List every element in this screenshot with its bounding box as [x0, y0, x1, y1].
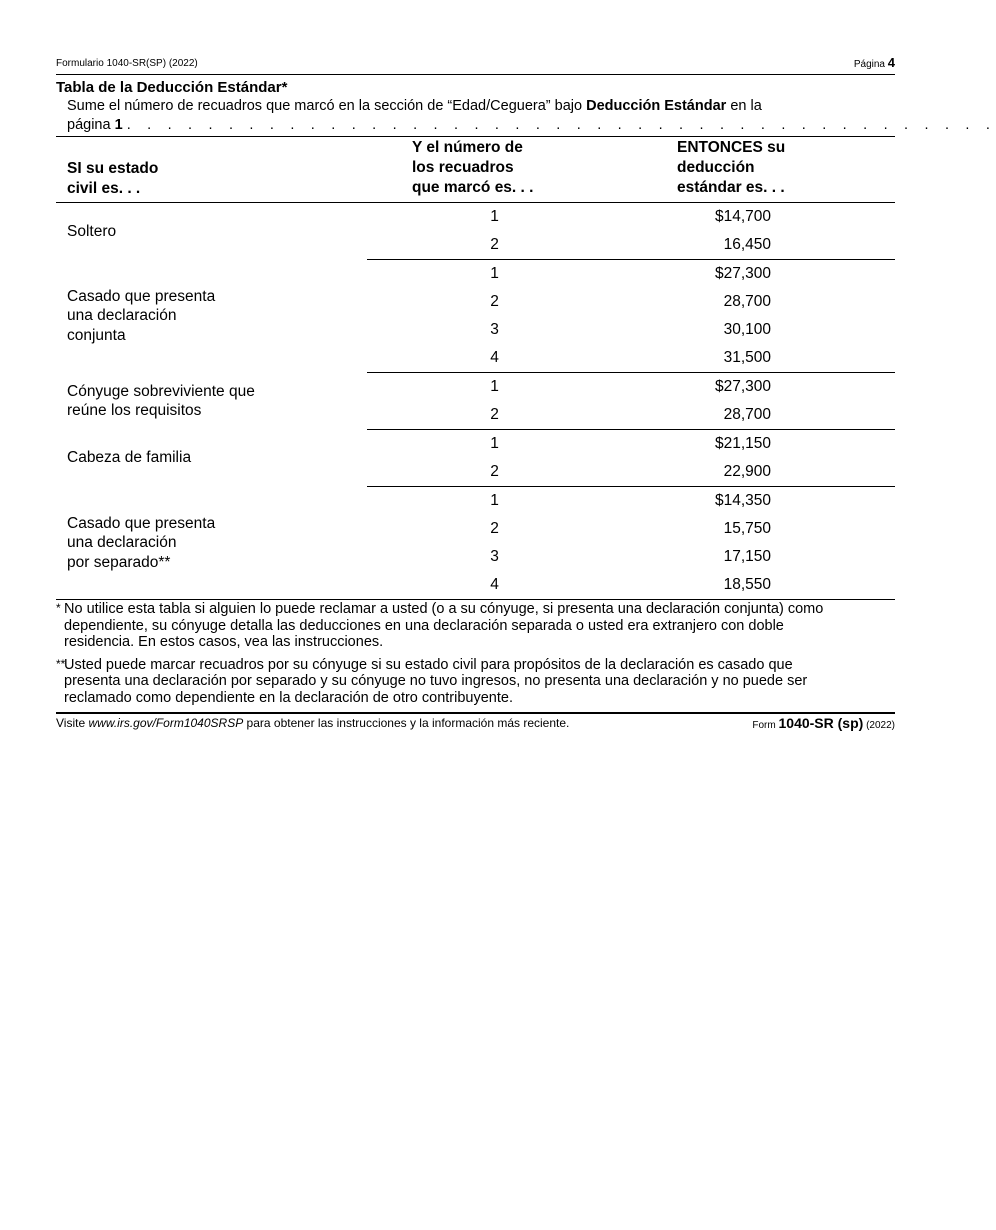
visit-note: Visite www.irs.gov/Form1040SRSP para obtener las instrucciones y la información más reciente. — [56, 716, 570, 730]
deduction-amount: 28,700 — [622, 401, 895, 430]
boxes-count: 4 — [490, 576, 499, 593]
dot-leader: . . . . . . . . . . . . . . . . . . . . . . . . . . . . . . . . . . . . . . . . . . . — [126, 117, 996, 133]
irs-link[interactable]: www.irs.gov/Form1040SRSP — [88, 716, 244, 730]
form-page — [56, 54, 996, 734]
deduction-amount: 18,550 — [723, 576, 771, 593]
boxes-count: 2 — [490, 520, 499, 537]
filing-status: Soltero — [67, 222, 117, 240]
deduction-amount: 28,700 — [723, 293, 771, 310]
boxes-count: 2 — [490, 293, 499, 310]
boxes-count: 2 — [367, 401, 622, 430]
deduction-amount: $14,700 — [714, 208, 771, 225]
deduction-amount: 22,900 — [622, 458, 895, 487]
boxes-count: 1 — [490, 265, 499, 282]
deduction-amount: 17,150 — [723, 548, 771, 565]
deduction-amount: 15,750 — [723, 520, 771, 537]
form-identifier: Formulario 1040-SR(SP) (2022) — [56, 58, 198, 69]
filing-status: Casado que presenta una declaración por separado** — [67, 514, 216, 571]
form-name: Form 1040-SR (sp) (2022) — [752, 715, 895, 731]
deduction-amount: $27,300 — [714, 265, 771, 282]
boxes-count: 3 — [490, 548, 499, 565]
table-row — [56, 260, 895, 289]
filing-status: Cónyuge sobreviviente que reúne los requisitos — [67, 382, 255, 419]
footnote-double-asterisk: ** Usted puede marcar recuadros por su cónyuge si su estado civil para propósitos de la declaración es casado que presenta una declaración por separado y su cónyuge no tuvo ingresos, no presenta una declaración y no puede ser reclamado como dependiente en la declaración de otro contribuyente. — [56, 656, 808, 706]
table-title: Tabla de la Deducción Estándar* — [56, 79, 288, 96]
footnotes — [56, 599, 895, 706]
boxes-count: 3 — [490, 321, 499, 338]
footnote-single-asterisk: * No utilice esta tabla si alguien lo puede reclamar a usted (o a su cónyuge, si presenta una declaración conjunta) como dependiente, su cónyuge detalla las deducciones en una declaración separada o usted era extranjero con doble residencia. En estos casos, vea las instrucciones. — [56, 601, 824, 650]
table-row — [56, 430, 895, 459]
page-header — [56, 54, 895, 75]
header-boxes-checked: Y el número de los recuadros que marcó es. . . — [367, 137, 622, 203]
boxes-count: 2 — [367, 458, 622, 487]
boxes-count: 4 — [367, 344, 622, 373]
deduction-amount: 30,100 — [723, 321, 771, 338]
deduction-amount: $27,300 — [714, 378, 771, 395]
boxes-count: 1 — [490, 208, 499, 225]
standard-deduction-table — [56, 136, 895, 599]
boxes-count: 2 — [367, 231, 622, 260]
filing-status: Cabeza de familia — [67, 449, 192, 467]
deduction-amount: 31,500 — [622, 344, 895, 373]
page-footer — [56, 712, 895, 734]
header-standard-deduction: ENTONCES su deducción estándar es. . . — [622, 137, 895, 203]
table-row — [56, 487, 895, 516]
table-row — [56, 203, 895, 232]
deduction-amount: $14,350 — [714, 492, 771, 509]
boxes-count: 1 — [490, 492, 499, 509]
boxes-count: 1 — [490, 435, 499, 452]
table-row — [56, 373, 895, 402]
boxes-count: 1 — [490, 378, 499, 395]
deduction-amount: $21,150 — [714, 435, 771, 452]
header-filing-status: SI su estado civil es. . . — [56, 137, 367, 203]
deduction-amount: 16,450 — [622, 231, 895, 260]
instructions: Sume el número de recuadros que marcó en la sección de “Edad/Ceguera” bajo Deducción Estándar en la página 1 . . . . . . . . . . . . . . . . . . . . . . . . . . . . . . . . . . . . . . . . . . . — [67, 98, 996, 133]
page-number: Página 4 — [853, 55, 895, 70]
filing-status: Casado que presenta una declaración conjunta — [67, 287, 216, 344]
